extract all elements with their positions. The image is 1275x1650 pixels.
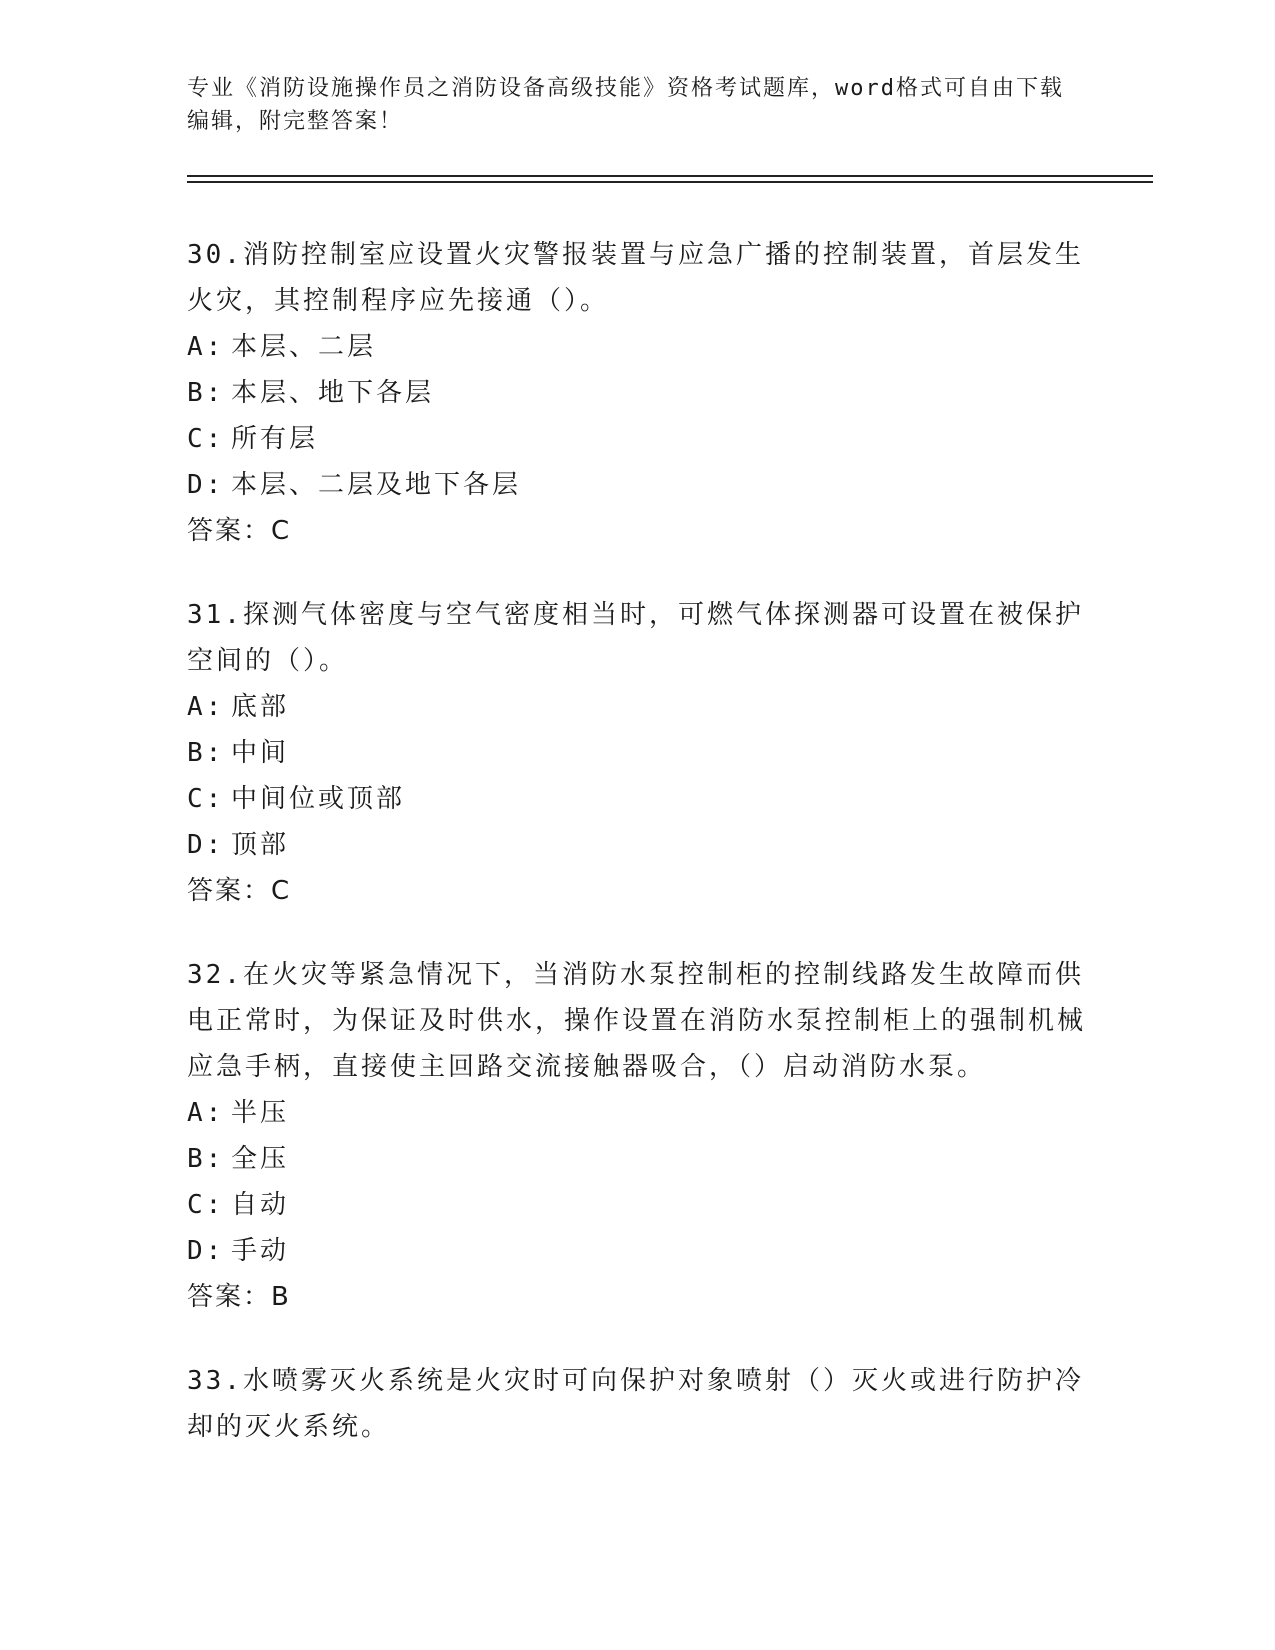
header-divider-top: [187, 175, 1153, 177]
option-key: C:: [187, 1190, 225, 1220]
option-a: [187, 684, 1087, 730]
question-33: [187, 1358, 1087, 1450]
option-key: B:: [187, 1144, 225, 1174]
option-key: A:: [187, 332, 225, 362]
option-b: [187, 370, 1087, 416]
question-30: [187, 232, 1087, 554]
answer-line: 答案：C: [187, 876, 292, 906]
option-d: [187, 822, 1087, 868]
option-key: D:: [187, 830, 225, 860]
option-key: A:: [187, 692, 225, 722]
question-stem: 33.水喷雾灭火系统是火灾时可向保护对象喷射（）灭火或进行防护冷却的灭火系统。: [187, 1366, 1084, 1442]
question-stem: 32.在火灾等紧急情况下，当消防水泵控制柜的控制线路发生故障而供电正常时，为保证及时供水，操作设置在消防水泵控制柜上的强制机械应急手柄，直接使主回路交流接触器吸合，（）启动消防水泵。: [187, 960, 1087, 1082]
option-text: 所有层: [231, 424, 319, 454]
option-c: [187, 416, 1087, 462]
option-text: 自动: [231, 1190, 290, 1220]
option-text: 手动: [231, 1236, 290, 1266]
option-d: [187, 462, 1087, 508]
option-text: 本层、二层及地下各层: [231, 470, 522, 500]
option-c: [187, 1182, 1087, 1228]
document-header: 专业《消防设施操作员之消防设备高级技能》资格考试题库，word格式可自由下载编辑，附完整答案！: [187, 76, 1064, 134]
option-key: B:: [187, 378, 225, 408]
option-d: [187, 1228, 1087, 1274]
question-list: [187, 232, 1087, 1488]
answer-line: 答案：C: [187, 516, 292, 546]
header-divider-bottom: [187, 181, 1153, 183]
option-b: [187, 730, 1087, 776]
option-text: 顶部: [231, 830, 290, 860]
option-key: C:: [187, 424, 225, 454]
option-key: D:: [187, 1236, 225, 1266]
option-key: A:: [187, 1098, 225, 1128]
option-key: B:: [187, 738, 225, 768]
option-b: [187, 1136, 1087, 1182]
question-32: [187, 952, 1087, 1320]
question-stem: 31.探测气体密度与空气密度相当时，可燃气体探测器可设置在被保护空间的（）。: [187, 600, 1084, 676]
option-a: [187, 1090, 1087, 1136]
option-text: 本层、二层: [231, 332, 377, 362]
option-text: 半压: [231, 1098, 290, 1128]
question-stem: 30.消防控制室应设置火灾警报装置与应急广播的控制装置，首层发生火灾，其控制程序应先接通（）。: [187, 240, 1084, 316]
option-text: 全压: [231, 1144, 290, 1174]
option-text: 中间: [231, 738, 290, 768]
option-key: D:: [187, 470, 225, 500]
option-c: [187, 776, 1087, 822]
question-31: [187, 592, 1087, 914]
option-key: C:: [187, 784, 225, 814]
option-text: 中间位或顶部: [231, 784, 406, 814]
option-a: [187, 324, 1087, 370]
option-text: 本层、地下各层: [231, 378, 435, 408]
answer-line: 答案：B: [187, 1282, 291, 1312]
option-text: 底部: [231, 692, 290, 722]
